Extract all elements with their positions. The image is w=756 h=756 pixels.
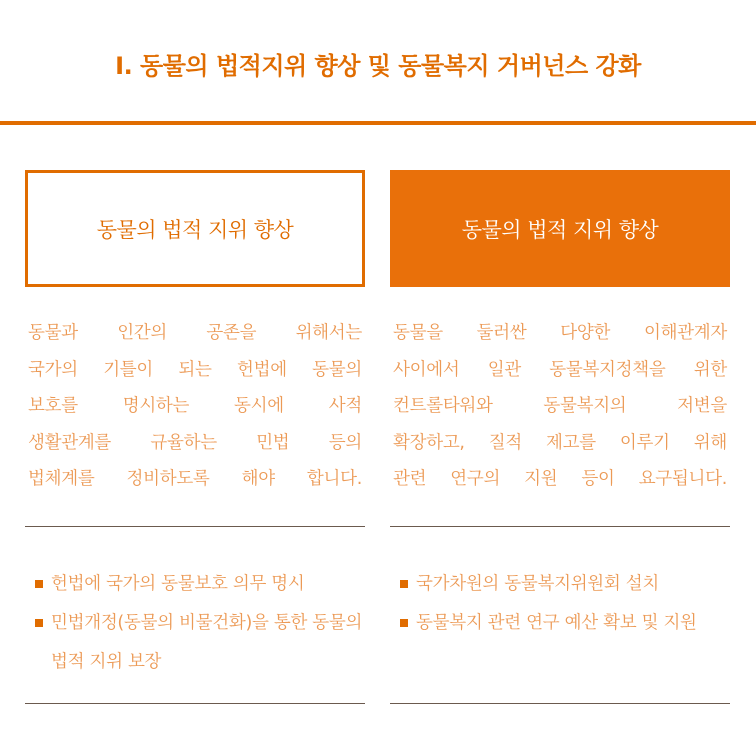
bullet-text: 동물복지 관련 연구 예산 확보 및 지원 xyxy=(416,613,697,633)
left-paragraph-line: 법체계를 정비하도록 해야 합니다. xyxy=(28,469,362,489)
square-bullet-icon xyxy=(400,619,408,627)
right-paragraph-line: 사이에서 일관 동물복지정책을 위한 xyxy=(393,359,727,380)
right-heading-box xyxy=(390,170,730,287)
left-heading-label: 동물의 법적 지위 향상 xyxy=(96,217,294,242)
left-paragraph-line: 보호를 명시하는 동시에 사적 xyxy=(28,396,362,416)
left-column xyxy=(25,170,365,672)
left-divider-top xyxy=(25,526,365,527)
bullet-text: 민법개정(동물의 비물건화)을 통한 동물의 법적 지위 보장 xyxy=(51,613,363,672)
title-divider xyxy=(0,121,756,125)
left-paragraph-line: 생활관계를 규율하는 민법 등의 xyxy=(28,432,362,453)
left-paragraph xyxy=(25,315,365,498)
bullet-text: 국가차원의 동물복지위원회 설치 xyxy=(416,574,659,594)
right-divider-top xyxy=(390,526,730,527)
left-paragraph-line: 국가의 기틀이 되는 헌법에 동물의 xyxy=(28,359,362,380)
right-divider-bottom xyxy=(390,703,730,704)
left-bullet-list xyxy=(35,565,365,682)
right-paragraph-line: 확장하고, 질적 제고를 이루기 위해 xyxy=(393,432,727,453)
list-item xyxy=(35,604,365,682)
right-paragraph-line: 관련 연구의 지원 등이 요구됩니다. xyxy=(393,469,727,489)
section-title: Ⅰ. 동물의 법적지위 향상 및 동물복지 거버넌스 강화 xyxy=(115,52,641,80)
square-bullet-icon xyxy=(400,580,408,588)
left-divider-bottom xyxy=(25,703,365,704)
right-paragraph xyxy=(390,315,730,498)
right-paragraph-line: 컨트롤타워와 동물복지의 저변을 xyxy=(393,396,727,416)
left-heading-box xyxy=(25,170,365,287)
bullet-text: 헌법에 국가의 동물보호 의무 명시 xyxy=(51,574,305,594)
right-column xyxy=(390,170,730,633)
right-heading-label: 동물의 법적 지위 향상 xyxy=(461,217,659,242)
right-paragraph-line: 동물을 둘러싼 다양한 이해관계자 xyxy=(393,323,727,343)
square-bullet-icon xyxy=(35,580,43,588)
list-item xyxy=(400,604,730,643)
square-bullet-icon xyxy=(35,619,43,627)
right-bullet-list xyxy=(400,565,730,643)
left-paragraph-line: 동물과 인간의 공존을 위해서는 xyxy=(28,323,362,343)
list-item xyxy=(35,565,365,604)
list-item xyxy=(400,565,730,604)
